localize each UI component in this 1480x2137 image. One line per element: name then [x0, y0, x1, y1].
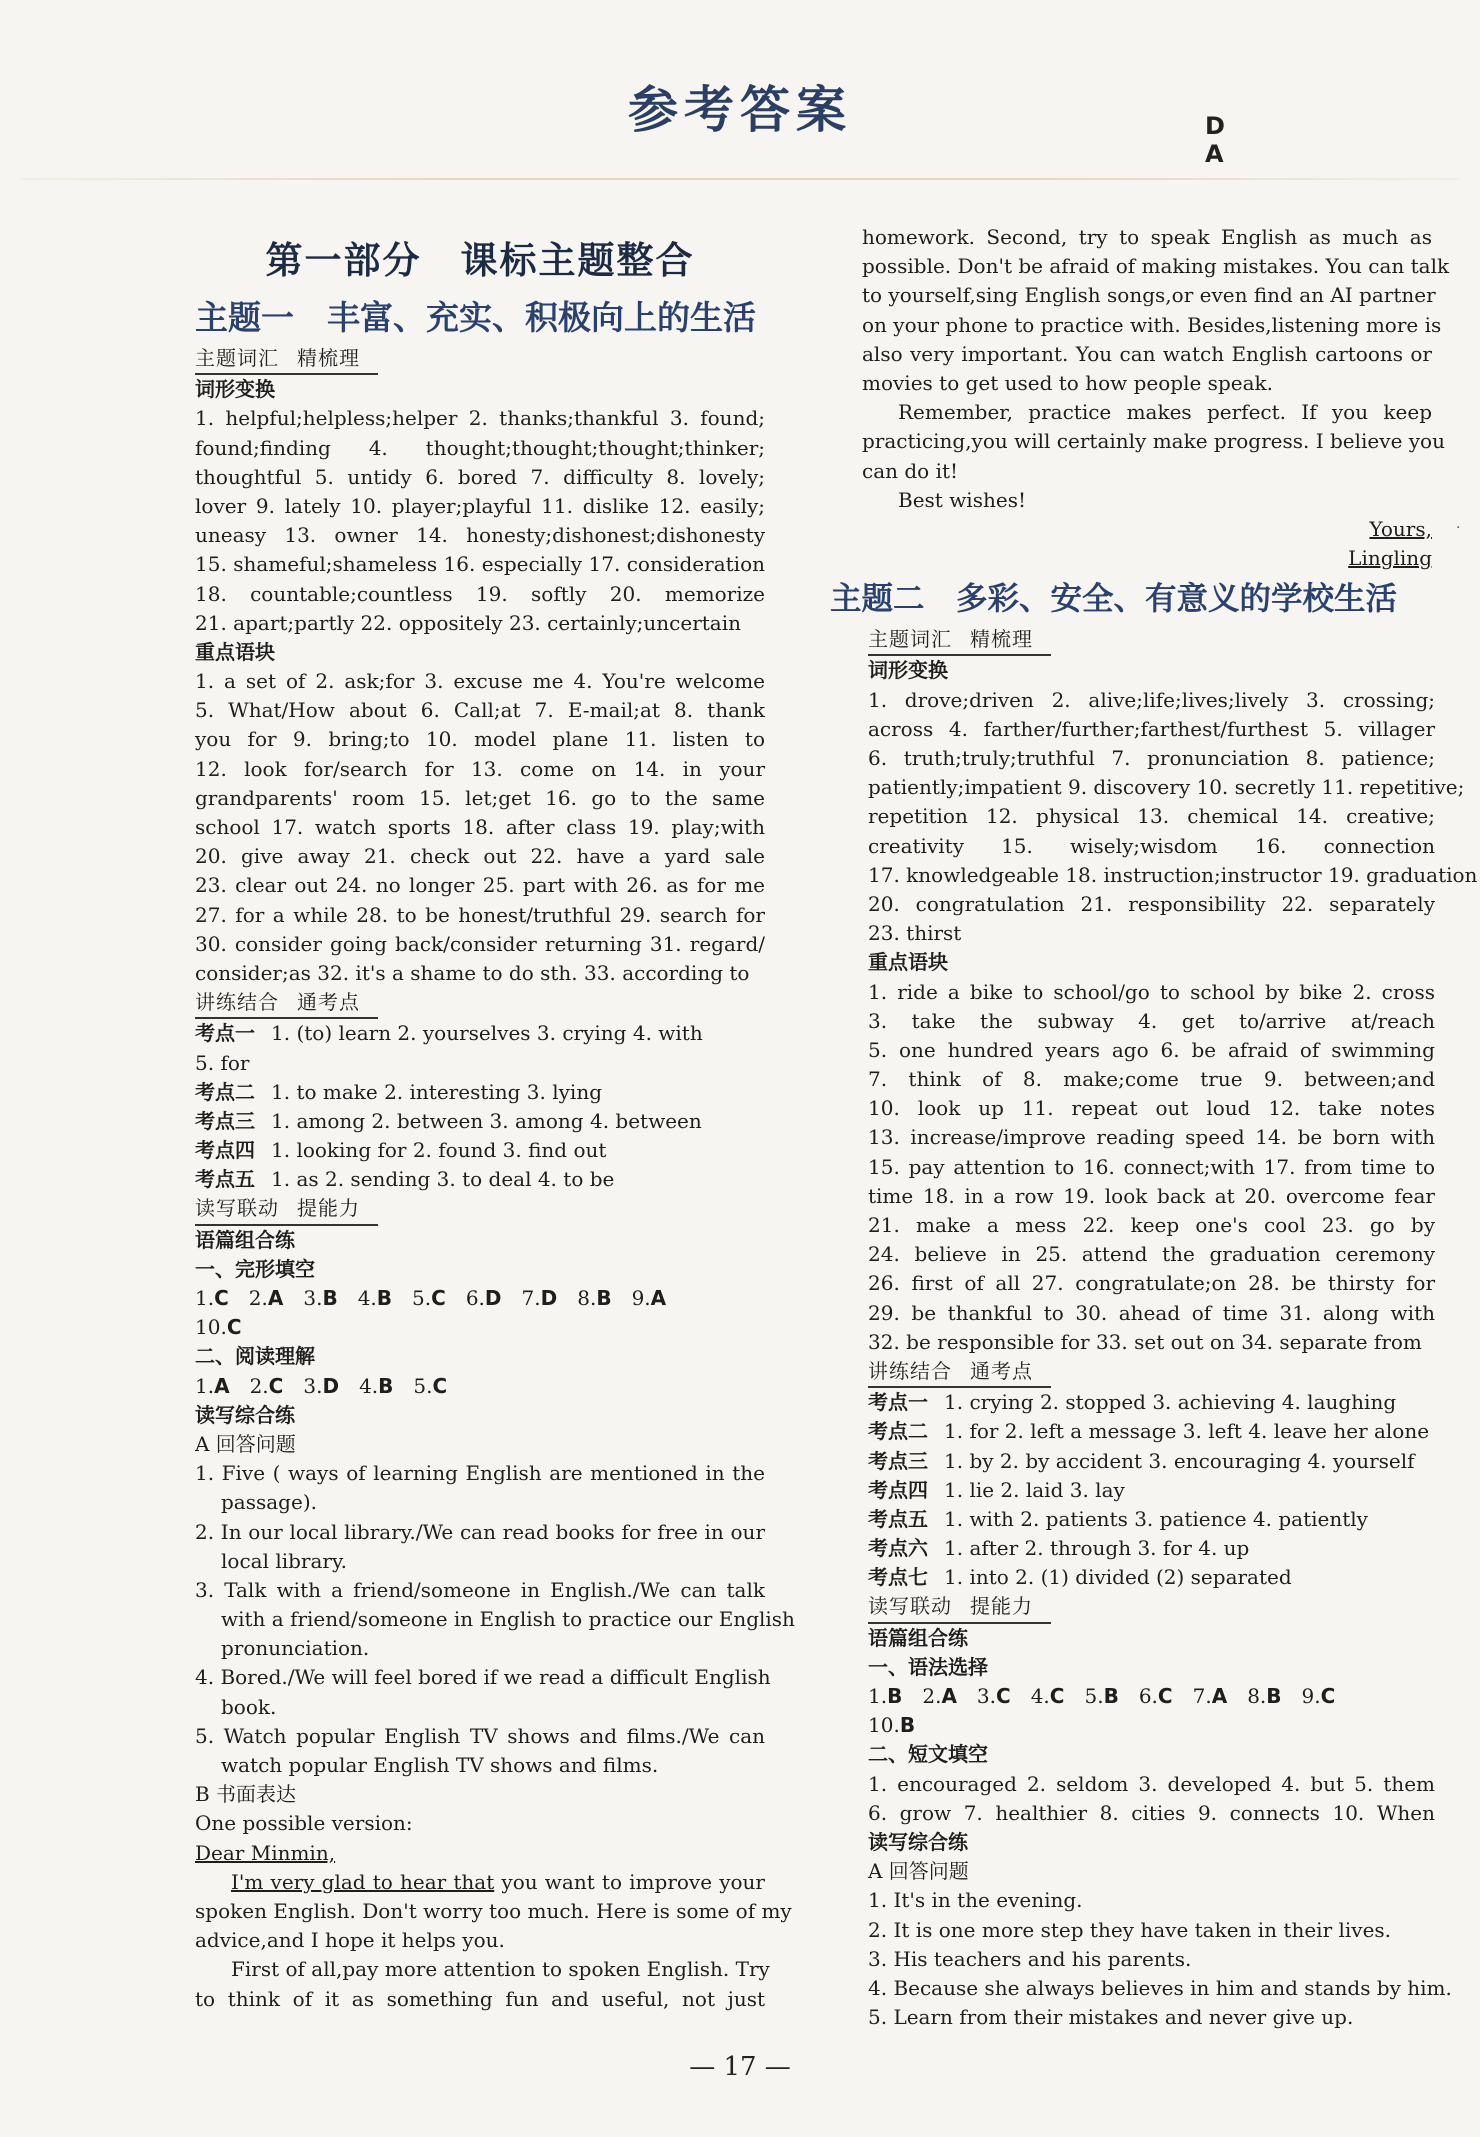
corner-mark: [1205, 112, 1225, 168]
section-header-left: 读写联动: [195, 1196, 279, 1221]
choice-number: 8.: [577, 1286, 597, 1310]
margin-dot: ·: [1456, 520, 1461, 536]
choice-letter: C: [1320, 1684, 1336, 1708]
choice-letter: C: [431, 1286, 446, 1310]
choice-number: 10.: [868, 1713, 900, 1738]
choice-letter: B: [376, 1286, 393, 1310]
text-line: 1. a set of 2. ask;for 3. excuse me 4. You're welcome: [195, 669, 765, 694]
test-point-label: 考点六: [868, 1536, 928, 1561]
choice-answer: [413, 1374, 447, 1398]
test-point-row: [868, 1388, 1435, 1417]
part-title: 第一部分 课标主题整合: [265, 238, 695, 282]
text-line: with a friend/someone in English to practice our English: [221, 1607, 795, 1632]
text-line: can do it!: [862, 458, 959, 483]
theme2-grammar-label: 一、语法选择: [868, 1654, 988, 1679]
test-point-row: [195, 1019, 765, 1048]
text-line: 4. Bored./We will feel bored if we read a difficult English: [195, 1665, 771, 1690]
text-line: 6. grow 7. healthier 8. cities 9. connects 10. When: [868, 1800, 1435, 1825]
choice-number: 5.: [1084, 1684, 1104, 1708]
text-line: across 4. farther/further;farthest/furthest 5. villager: [868, 716, 1435, 741]
theme2-rw-header: [868, 1592, 1051, 1623]
text-line: First of all,pay more attention to spoken English. Try: [231, 1957, 770, 1982]
test-point-answers: 5. for: [195, 1050, 250, 1075]
test-point-row: [868, 1447, 1435, 1476]
choice-number: 4.: [1030, 1684, 1050, 1708]
choice-number: 1.: [868, 1684, 888, 1708]
letter-closing: Yours,: [1369, 516, 1432, 541]
choice-letter: C: [214, 1286, 229, 1310]
text-line: on your phone to practice with. Besides,listening more is: [862, 312, 1442, 337]
theme2-word-forms: [868, 686, 1478, 949]
test-point-label: 考点二: [195, 1079, 255, 1104]
choice-answer: [1193, 1684, 1228, 1708]
text-line: 1. It's in the evening.: [868, 1888, 1083, 1913]
choice-answer: [195, 1286, 229, 1310]
text-line: grandparents' room 15. let;get 16. go to the same: [195, 785, 765, 810]
page-title: 参考答案: [628, 81, 852, 139]
text-line: watch popular English TV shows and films.: [221, 1753, 659, 1777]
text-line: to yourself,sing English songs,or even find an AI partner: [862, 283, 1436, 308]
theme2-body: [830, 625, 1478, 2032]
choice-number: 1.: [195, 1286, 215, 1310]
choice-number: 7.: [521, 1286, 541, 1310]
section-header-left: 讲练结合: [195, 990, 279, 1015]
theme2-vocab-header: [868, 625, 1051, 656]
text-line: 5. Learn from their mistakes and never give up.: [868, 2005, 1354, 2030]
text-line: 10. look up 11. repeat out loud 12. take notes: [868, 1096, 1435, 1121]
text-line: 1. helpful;helpless;helper 2. thanks;thankful 3. found;: [195, 406, 765, 431]
choice-answer: [922, 1684, 957, 1708]
choice-number: 7.: [1192, 1684, 1212, 1708]
choice-number: 2.: [248, 1286, 268, 1310]
section-header-right: 精梳理: [297, 346, 360, 370]
page-number: — 17 —: [689, 2052, 791, 2082]
theme1-reading-label: 二、阅读理解: [195, 1344, 315, 1369]
text-line: possible. Don't be afraid of making mistakes. You can talk: [862, 254, 1450, 279]
text-line: spoken English. Don't worry too much. Here is some of my: [195, 1898, 792, 1923]
text-line: 6. truth;truly;truthful 7. pronunciation 8. patience;: [868, 746, 1435, 770]
section-header-right: 通考点: [297, 990, 360, 1015]
theme2-phrases-label: 重点语块: [868, 950, 948, 975]
test-point-row: [868, 1534, 1435, 1563]
right-column: [830, 223, 1478, 2032]
text-line: 4. Because she always believes in him and stands by him.: [868, 1975, 1452, 2000]
text-line: 7. think of 8. make;come true 9. between;and: [868, 1067, 1435, 1092]
choice-letter: A: [267, 1286, 284, 1310]
text-line: Remember, practice makes perfect. If you keep: [898, 400, 1432, 425]
text-line: 2. It is one more step they have taken in their lives.: [868, 1917, 1392, 1942]
test-point-row: [868, 1563, 1435, 1592]
text-line: also very important. You can watch English cartoons or: [862, 341, 1432, 366]
choice-number: 9.: [1301, 1684, 1321, 1708]
choice-letter: B: [322, 1286, 338, 1310]
theme1-phrases-label: 重点语块: [195, 639, 275, 664]
choice-answer: [868, 1713, 915, 1737]
text-line: repetition 12. physical 13. chemical 14. creative;: [868, 804, 1435, 829]
theme1-reading-answers: [195, 1372, 765, 1401]
choice-letter: C: [268, 1373, 284, 1398]
choice-letter: A: [1211, 1684, 1228, 1708]
choice-number: 10.: [195, 1315, 227, 1340]
text-line: 17. knowledgeable 18. instruction;instructor 19. graduation: [868, 862, 1478, 887]
theme1-cloze-answers-cont: [195, 1313, 765, 1342]
test-point-answers: 1. for 2. left a message 3. left 4. leave her alone: [944, 1419, 1430, 1444]
text-line: 3. His teachers and his parents.: [868, 1946, 1192, 1971]
choice-letter: C: [1157, 1684, 1173, 1708]
text-line: 29. be thankful to 30. ahead of time 31. along with: [868, 1300, 1435, 1325]
text-line: 3. take the subway 4. get to/arrive at/reach: [868, 1008, 1435, 1033]
choice-number: 3.: [303, 1286, 323, 1310]
theme1-practice-header: [195, 988, 378, 1019]
choice-answer: [466, 1286, 502, 1310]
test-point-row: [868, 1505, 1435, 1534]
choice-letter: D: [484, 1286, 502, 1310]
choice-letter: B: [899, 1713, 916, 1738]
test-point-answers: 1. as 2. sending 3. to deal 4. to be: [271, 1167, 615, 1192]
theme2-grammar-answers-cont: [868, 1711, 1435, 1740]
theme1-word-forms-label: 词形变换: [195, 377, 275, 402]
letter-signature-row: [830, 544, 1432, 573]
text-line: 32. be responsible for 33. set out on 34. separate from: [868, 1329, 1422, 1354]
text-line: 26. first of all 27. congratulate;on 28. be thirsty for: [868, 1271, 1435, 1296]
text-line: consider;as 32. it's a shame to do sth. 33. according to: [195, 960, 750, 985]
choice-number: 5.: [413, 1373, 433, 1398]
theme2-word-forms-label: 词形变换: [868, 658, 948, 683]
test-point-answers: 1. after 2. through 3. for 4. up: [944, 1536, 1250, 1561]
choice-number: 4.: [357, 1286, 377, 1310]
choice-letter: A: [214, 1373, 230, 1398]
choice-number: 4.: [359, 1373, 379, 1398]
choice-letter: B: [887, 1684, 903, 1708]
theme2-title: 主题二 多彩、安全、有意义的学校生活: [830, 581, 1398, 618]
choice-letter: A: [650, 1286, 667, 1310]
choice-answer: [977, 1684, 1011, 1708]
text-line: 21. make a mess 22. keep one's cool 23. go by: [868, 1213, 1435, 1237]
theme2-practice-header: [868, 1357, 1051, 1388]
theme1-rw-header: [195, 1194, 378, 1225]
choice-answer: [412, 1286, 446, 1310]
test-point-answers: 1. by 2. by accident 3. encouraging 4. yourself: [944, 1448, 1415, 1473]
section-header-left: 讲练结合: [868, 1358, 952, 1383]
test-point-label: 考点五: [195, 1167, 255, 1192]
version-label: One possible version:: [195, 1811, 413, 1836]
theme1-qa-label: A 回答问题: [195, 1431, 296, 1456]
test-point-label: 考点四: [195, 1138, 255, 1163]
text-line: 13. increase/improve reading speed 14. be born with: [868, 1125, 1435, 1150]
choice-letter: B: [1266, 1684, 1282, 1708]
theme2-fill-answers: [868, 1770, 1435, 1828]
letter-salutation: Dear Minmin,: [195, 1840, 336, 1865]
choice-number: 3.: [976, 1684, 997, 1708]
text-line: you for 9. bring;to 10. model plane 11. listen to: [195, 727, 765, 752]
letter-opening-rest: you want to improve your: [494, 1869, 765, 1894]
choice-letter: D: [540, 1286, 558, 1310]
test-point-answers: 1. (to) learn 2. yourselves 3. crying 4. with: [271, 1021, 703, 1046]
text-line: found;finding 4. thought;thought;thought;thinker;: [195, 435, 765, 460]
choice-answer: [303, 1374, 339, 1398]
text-line: 2. In our local library./We can read books for free in our: [195, 1519, 765, 1544]
choice-answer: [303, 1286, 337, 1310]
choice-answer: [577, 1286, 611, 1310]
text-line: 30. consider going back/consider returning 31. regard/: [195, 931, 765, 956]
choice-letter: C: [226, 1315, 242, 1340]
letter-first-line: [195, 1868, 765, 1897]
choice-answer: [1302, 1684, 1336, 1708]
theme1-word-forms: [195, 404, 765, 638]
theme2-fill-label: 二、短文填空: [868, 1742, 988, 1767]
text-line: practicing,you will certainly make progress. I believe you: [862, 429, 1445, 454]
section-header-right: 通考点: [970, 1358, 1033, 1383]
test-point-answers: 1. looking for 2. found 3. find out: [271, 1138, 607, 1163]
test-point-answers: 1. lie 2. laid 3. lay: [944, 1477, 1125, 1502]
section-header-right: 精梳理: [970, 627, 1033, 652]
choice-letter: A: [941, 1684, 957, 1708]
text-line: advice,and I hope it helps you.: [195, 1928, 505, 1953]
test-point-row: [195, 1049, 765, 1078]
test-point-label: 考点三: [868, 1448, 928, 1473]
choice-answer: [632, 1286, 667, 1310]
text-line: 20. congratulation 21. responsibility 22. separately: [868, 891, 1435, 916]
corner-letter: D: [1205, 112, 1225, 140]
choice-letter: C: [996, 1684, 1011, 1708]
choice-letter: B: [1103, 1684, 1119, 1708]
theme2-test-points: [868, 1388, 1435, 1592]
section-header-right: 提能力: [970, 1594, 1033, 1619]
test-point-answers: 1. crying 2. stopped 3. achieving 4. laughing: [944, 1390, 1397, 1415]
text-line: passage).: [221, 1490, 317, 1515]
text-line: 5. What/How about 6. Call;at 7. E-mail;at 8. thank: [195, 698, 765, 723]
theme1-rw-combo-label: 读写综合练: [195, 1402, 295, 1427]
choice-number: 6.: [1138, 1684, 1158, 1708]
choice-number: 2.: [922, 1684, 942, 1708]
text-line: 1. ride a bike to school/go to school by bike 2. cross: [868, 979, 1435, 1004]
page-header: [0, 0, 1480, 180]
choice-letter: B: [378, 1373, 394, 1398]
theme2-combo-label: 语篇组合练: [868, 1625, 968, 1650]
choice-answer: [195, 1315, 242, 1339]
section-header-left: 读写联动: [868, 1594, 952, 1619]
choice-answer: [868, 1684, 902, 1708]
theme2-grammar-answers: [868, 1682, 1435, 1711]
choice-number: 9.: [631, 1286, 651, 1310]
test-point-label: 考点五: [868, 1506, 928, 1531]
choice-number: 1.: [195, 1373, 215, 1398]
text-line: 23. thirst: [868, 921, 962, 946]
text-line: 18. countable;countless 19. softly 20. memorize: [195, 581, 765, 606]
text-line: time 18. in a row 19. look back at 20. overcome fear: [868, 1183, 1435, 1208]
text-line: 5. Watch popular English TV shows and films./We can: [195, 1723, 765, 1748]
text-line: thoughtful 5. untidy 6. bored 7. difficulty 8. lovely;: [195, 464, 765, 489]
text-line: 27. for a while 28. to be honest/truthful 29. search for: [195, 902, 765, 927]
text-line: school 17. watch sports 18. after class 19. play;with: [195, 815, 765, 839]
text-line: uneasy 13. owner 14. honesty;dishonest;dishonesty: [195, 523, 765, 548]
test-point-label: 考点一: [195, 1021, 255, 1046]
choice-number: 5.: [412, 1286, 432, 1310]
theme1-cloze-answers: [195, 1284, 765, 1313]
letter-body-left: [195, 1897, 792, 2014]
test-point-row: [868, 1476, 1435, 1505]
section-header-left: 主题词汇: [868, 627, 952, 652]
choice-answer: [358, 1286, 392, 1310]
text-line: creativity 15. wisely;wisdom 16. connection: [868, 833, 1435, 858]
theme2-qa-label: A 回答问题: [868, 1859, 969, 1884]
theme2-phrases: [868, 978, 1435, 1357]
text-line: 1. Five ( ways of learning English are mentioned in the: [195, 1461, 765, 1486]
test-point-answers: 1. to make 2. interesting 3. lying: [271, 1079, 603, 1104]
choice-number: 3.: [303, 1373, 323, 1398]
text-line: 20. give away 21. check out 22. have a yard sale: [195, 844, 765, 869]
theme1-writing-label: B 书面表达: [195, 1782, 297, 1807]
theme1-vocab-header: [195, 344, 378, 375]
text-line: 12. look for/search for 13. come on 14. in your: [195, 756, 765, 781]
test-point-row: [195, 1165, 765, 1194]
choice-answer: [359, 1374, 393, 1398]
choice-letter: D: [322, 1373, 340, 1398]
text-line: movies to get used to how people speak.: [862, 370, 1273, 395]
text-line: 1. drove;driven 2. alive;life;lives;lively 3. crossing;: [868, 687, 1435, 712]
choice-number: 8.: [1247, 1684, 1267, 1708]
theme1-title: 主题一 丰富、充实、积极向上的生活: [195, 298, 756, 337]
test-point-row: [195, 1136, 765, 1165]
text-line: lover 9. lately 10. player;playful 11. dislike 12. easily;: [195, 493, 765, 518]
letter-opening-underlined: I'm very glad to hear that: [231, 1869, 495, 1894]
choice-answer: [195, 1374, 230, 1398]
section-header-right: 提能力: [297, 1196, 360, 1221]
letter-body-right: [830, 223, 1450, 515]
text-line: local library.: [221, 1548, 347, 1573]
choice-answer: [1139, 1684, 1173, 1708]
choice-answer: [1247, 1684, 1281, 1708]
theme1-qa-answers: [195, 1459, 795, 1780]
text-line: to think of it as something fun and useful, not just: [195, 1986, 765, 2011]
header-divider: [20, 178, 1460, 180]
left-column: [195, 220, 795, 2014]
text-line: Best wishes!: [898, 487, 1026, 512]
theme2-rw-combo-label: 读写综合练: [868, 1829, 968, 1854]
letter-closing-row: [830, 515, 1432, 544]
letter-signature: Lingling: [1348, 546, 1432, 571]
choice-letter: B: [596, 1286, 612, 1310]
text-line: 24. believe in 25. attend the graduation ceremony: [868, 1242, 1435, 1267]
theme2-qa-answers: [868, 1886, 1452, 2032]
choice-answer: [1084, 1684, 1118, 1708]
test-point-answers: 1. into 2. (1) divided (2) separated: [944, 1565, 1292, 1590]
theme1-test-points: [195, 1019, 765, 1194]
text-line: book.: [221, 1694, 277, 1719]
corner-letter: A: [1205, 140, 1224, 168]
test-point-label: 考点二: [868, 1419, 928, 1444]
theme1-phrases: [195, 667, 765, 988]
test-point-label: 考点七: [868, 1565, 928, 1590]
choice-answer: [1031, 1684, 1065, 1708]
text-line: 15. pay attention to 16. connect;with 17. from time to: [868, 1154, 1435, 1179]
test-point-label: 考点一: [868, 1390, 928, 1415]
text-line: 1. encouraged 2. seldom 3. developed 4. but 5. them: [868, 1771, 1435, 1796]
test-point-label: 考点四: [868, 1477, 928, 1502]
test-point-row: [868, 1417, 1435, 1446]
choice-answer: [250, 1374, 284, 1398]
text-line: 5. one hundred years ago 6. be afraid of swimming: [868, 1037, 1435, 1062]
test-point-answers: 1. among 2. between 3. among 4. between: [271, 1108, 702, 1133]
text-line: patiently;impatient 9. discovery 10. secretly 11. repetitive;: [868, 775, 1465, 800]
choice-letter: C: [432, 1373, 448, 1398]
section-header-left: 主题词汇: [195, 346, 279, 370]
text-line: 3. Talk with a friend/someone in English./We can talk: [195, 1577, 765, 1602]
choice-number: 6.: [465, 1286, 485, 1310]
choice-answer: [249, 1286, 284, 1310]
test-point-row: [195, 1107, 765, 1136]
text-line: homework. Second, try to speak English as much as: [862, 225, 1432, 249]
text-line: 21. apart;partly 22. oppositely 23. certainly;uncertain: [195, 610, 741, 635]
theme1-cloze-label: 一、完形填空: [195, 1256, 315, 1281]
test-point-row: [195, 1078, 765, 1107]
choice-answer: [522, 1286, 558, 1310]
choice-letter: C: [1049, 1684, 1065, 1708]
text-line: pronunciation.: [221, 1636, 370, 1661]
text-line: 23. clear out 24. no longer 25. part with 26. as for me: [195, 873, 765, 898]
choice-number: 2.: [249, 1373, 269, 1398]
text-line: 15. shameful;shameless 16. especially 17. consideration: [195, 552, 765, 577]
test-point-answers: 1. with 2. patients 3. patience 4. patiently: [944, 1506, 1368, 1531]
test-point-label: 考点三: [195, 1108, 255, 1133]
theme1-combo-label: 语篇组合练: [195, 1227, 295, 1252]
